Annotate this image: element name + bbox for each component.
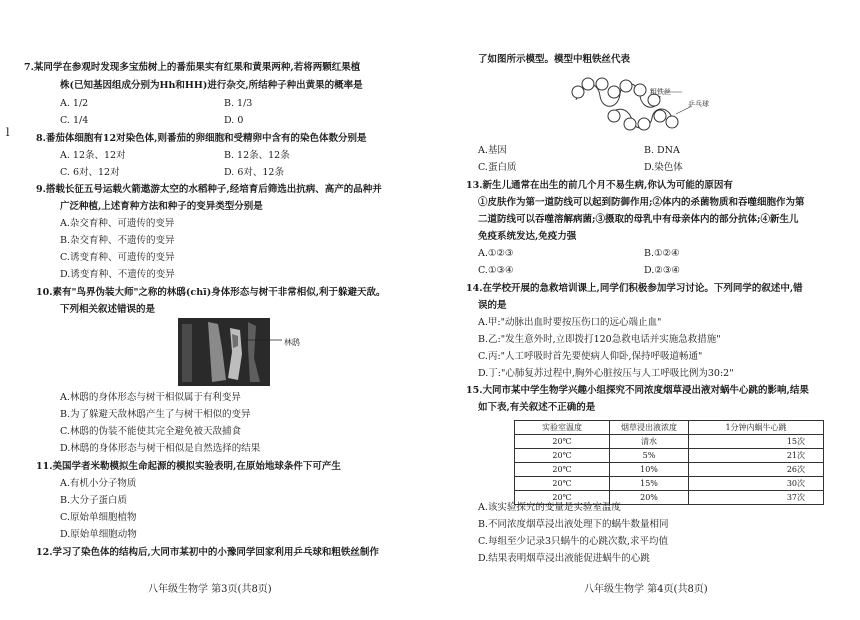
nightjar-label: 林鸱 [284,338,300,347]
q15-stem-line1: 15.大同市某中学生物学兴趣小组探究不同浓度烟草浸出液对蜗牛心跳的影响,结果 [466,385,809,396]
table-cell: 30次 [689,477,824,491]
q9-stem-line2: 广泛种植,上述育种方法和种子的变异类型分别是 [60,201,263,212]
page-footer-right: 八年级生物学 第4页(共8页) [584,584,708,595]
q9-option-a: A.杂交育种、可遗传的变异 [60,218,175,229]
q13-stem-line4: 免疫系统发达,免疫力强 [478,231,577,242]
table-cell: 20℃ [515,435,610,449]
q12-option-b: B. DNA [644,145,680,156]
q13-option-b: B.①②④ [644,248,680,259]
q15-option-c: C.每组至少记录3只蜗牛的心跳次数,求平均值 [478,536,669,547]
q14-option-d: D.丁:"心肺复苏过程中,胸外心脏按压与人工呼吸比例为30:2" [478,368,734,379]
q13-stem-line1: 13.新生儿通常在出生的前几个月不易生病,你认为可能的原因有 [466,180,733,191]
q10-option-a: A.林鸱的身体形态与树干相似属于有利变异 [60,392,241,403]
table-header-cell: 1分钟内蜗牛心跳 [689,421,824,435]
nightjar-photo [178,318,298,386]
q15-option-a: A.该实验探究的变量是实验室温度 [478,502,621,513]
q10-stem-line1: 10.素有"鸟界伪装大师"之称的林鸱(chī)身体形态与树干非常相似,利于躲避天敌。 [36,287,386,298]
q15-stem-line2: 如下表,有关叙述不正确的是 [478,402,596,413]
q8-stem: 8.番茄体细胞有12对染色体,则番茄的卵细胞和受精卵中含有的染色体数分别是 [36,133,367,144]
q13-option-a: A.①②③ [478,248,514,259]
table-row [515,463,824,477]
q13-stem-line2: ①皮肤作为第一道防线可以起到防御作用;②体内的杀菌物质和吞噬细胞作为第 [478,197,805,208]
q15-option-b: B.不同浓度烟草浸出液处理下的蜗牛数量相同 [478,519,669,530]
table-cell: 15次 [689,435,824,449]
q14-stem-line1: 14.在学校开展的急救培训课上,同学们积极参加学习讨论。下列同学的叙述中,错 [466,283,803,294]
q12-option-d: D.染色体 [644,162,683,173]
table-cell: 20℃ [515,477,610,491]
q8-option-d: D. 6对、12条 [224,167,284,178]
right-page [430,0,860,620]
table-cell: 21次 [689,449,824,463]
q14-option-b: B.乙:"发生意外时,立即拨打120急救电话并实施急救措施" [478,334,721,345]
q14-stem-line2: 误的是 [478,300,507,311]
q14-option-a: A.甲:"动脉出血时要按压伤口的远心端止血" [478,317,662,328]
q13-stem-line3: 二道防线可以吞噬溶解病菌;③摄取的母乳中有母亲体内的部分抗体;④新生儿 [478,214,799,225]
q11-stem: 11.美国学者米勒模拟生命起源的模拟实验表明,在原始地球条件下可产生 [36,461,341,472]
table-row [515,449,824,463]
table-cell: 37次 [689,491,824,505]
q9-stem-line1: 9.搭载长征五号运载火箭遨游太空的水稻种子,经培育后筛选出抗病、高产的品种并 [36,184,382,195]
q9-option-d: D.诱变育种、不遗传的变异 [60,269,175,280]
q13-option-c: C.①③④ [478,265,514,276]
q7-option-b: B. 1/3 [224,98,253,109]
q8-option-b: B. 12条、12条 [224,150,290,161]
q12-stem-cont: 了如图所示模型。模型中粗铁丝代表 [478,54,631,65]
table-cell: 20% [610,491,689,505]
q12-stem: 12.学习了染色体的结构后,大同市某初中的小豫同学回家利用乒乓球和粗铁丝制作 [36,547,379,558]
q7-option-c: C. 1/4 [60,115,89,126]
q9-option-b: B.杂交育种、不遗传的变异 [60,235,175,246]
q7-stem-line2: 株(已知基因组成分别为Hh和HH)进行杂交,所结种子种出黄果的概率是 [60,80,363,91]
table-cell: 清水 [610,435,689,449]
heartbeat-results-table [514,420,824,505]
page-footer-left: 八年级生物学 第3页(共8页) [148,584,272,595]
q15-option-d: D.结果表明烟草浸出液能促进蜗牛的心跳 [478,553,650,564]
q11-option-b: B.大分子蛋白质 [60,495,128,506]
table-cell: 15% [610,477,689,491]
q13-option-d: D.②③④ [644,265,680,276]
q12-option-c: C.蛋白质 [478,162,517,173]
table-cell: 10% [610,463,689,477]
q10-option-d: D.林鸱的身体形态与树干相似是自然选择的结果 [60,443,261,454]
table-cell: 20℃ [515,449,610,463]
q10-option-b: B.为了躲避天敌林鸱产生了与树干相似的变异 [60,409,251,420]
q12-option-a: A.基因 [478,145,507,156]
table-cell: 26次 [689,463,824,477]
q11-option-d: D.原始单细胞动物 [60,529,137,540]
q7-stem-line1: 7.某同学在参观时发现多宝茄树上的番茄果实有红果和黄果两种,若将两颗红果植 [24,62,361,73]
label-thick-wire: 粗铁丝 [650,88,671,96]
table-row [515,435,824,449]
table-header-cell: 烟草浸出液浓度 [610,421,689,435]
table-cell: 20℃ [515,491,610,505]
table-cell: 5% [610,449,689,463]
q9-option-c: C.诱变育种、可遗传的变异 [60,252,175,263]
q10-option-c: C.林鸱的伪装不能使其完全避免被天敌捕食 [60,426,241,437]
q11-option-c: C.原始单细胞植物 [60,512,137,523]
q14-option-c: C.丙:"人工呼吸时首先要使病人仰卧,保持呼吸道畅通" [478,351,703,362]
q10-stem-line2: 下列相关叙述错误的是 [60,304,156,315]
table-header-cell: 实验室温度 [515,421,610,435]
q8-option-c: C. 6对、12对 [60,167,120,178]
q7-option-d: D. 0 [224,115,244,126]
q8-option-a: A. 12条、12对 [60,150,126,161]
margin-mark: l [6,126,10,139]
q7-option-a: A. 1/2 [60,98,89,109]
table-header-row [515,421,824,435]
table-cell: 20℃ [515,463,610,477]
label-ping-pong-ball: 乒乓球 [688,100,709,108]
table-row [515,477,824,491]
q11-option-a: A.有机小分子物质 [60,478,137,489]
